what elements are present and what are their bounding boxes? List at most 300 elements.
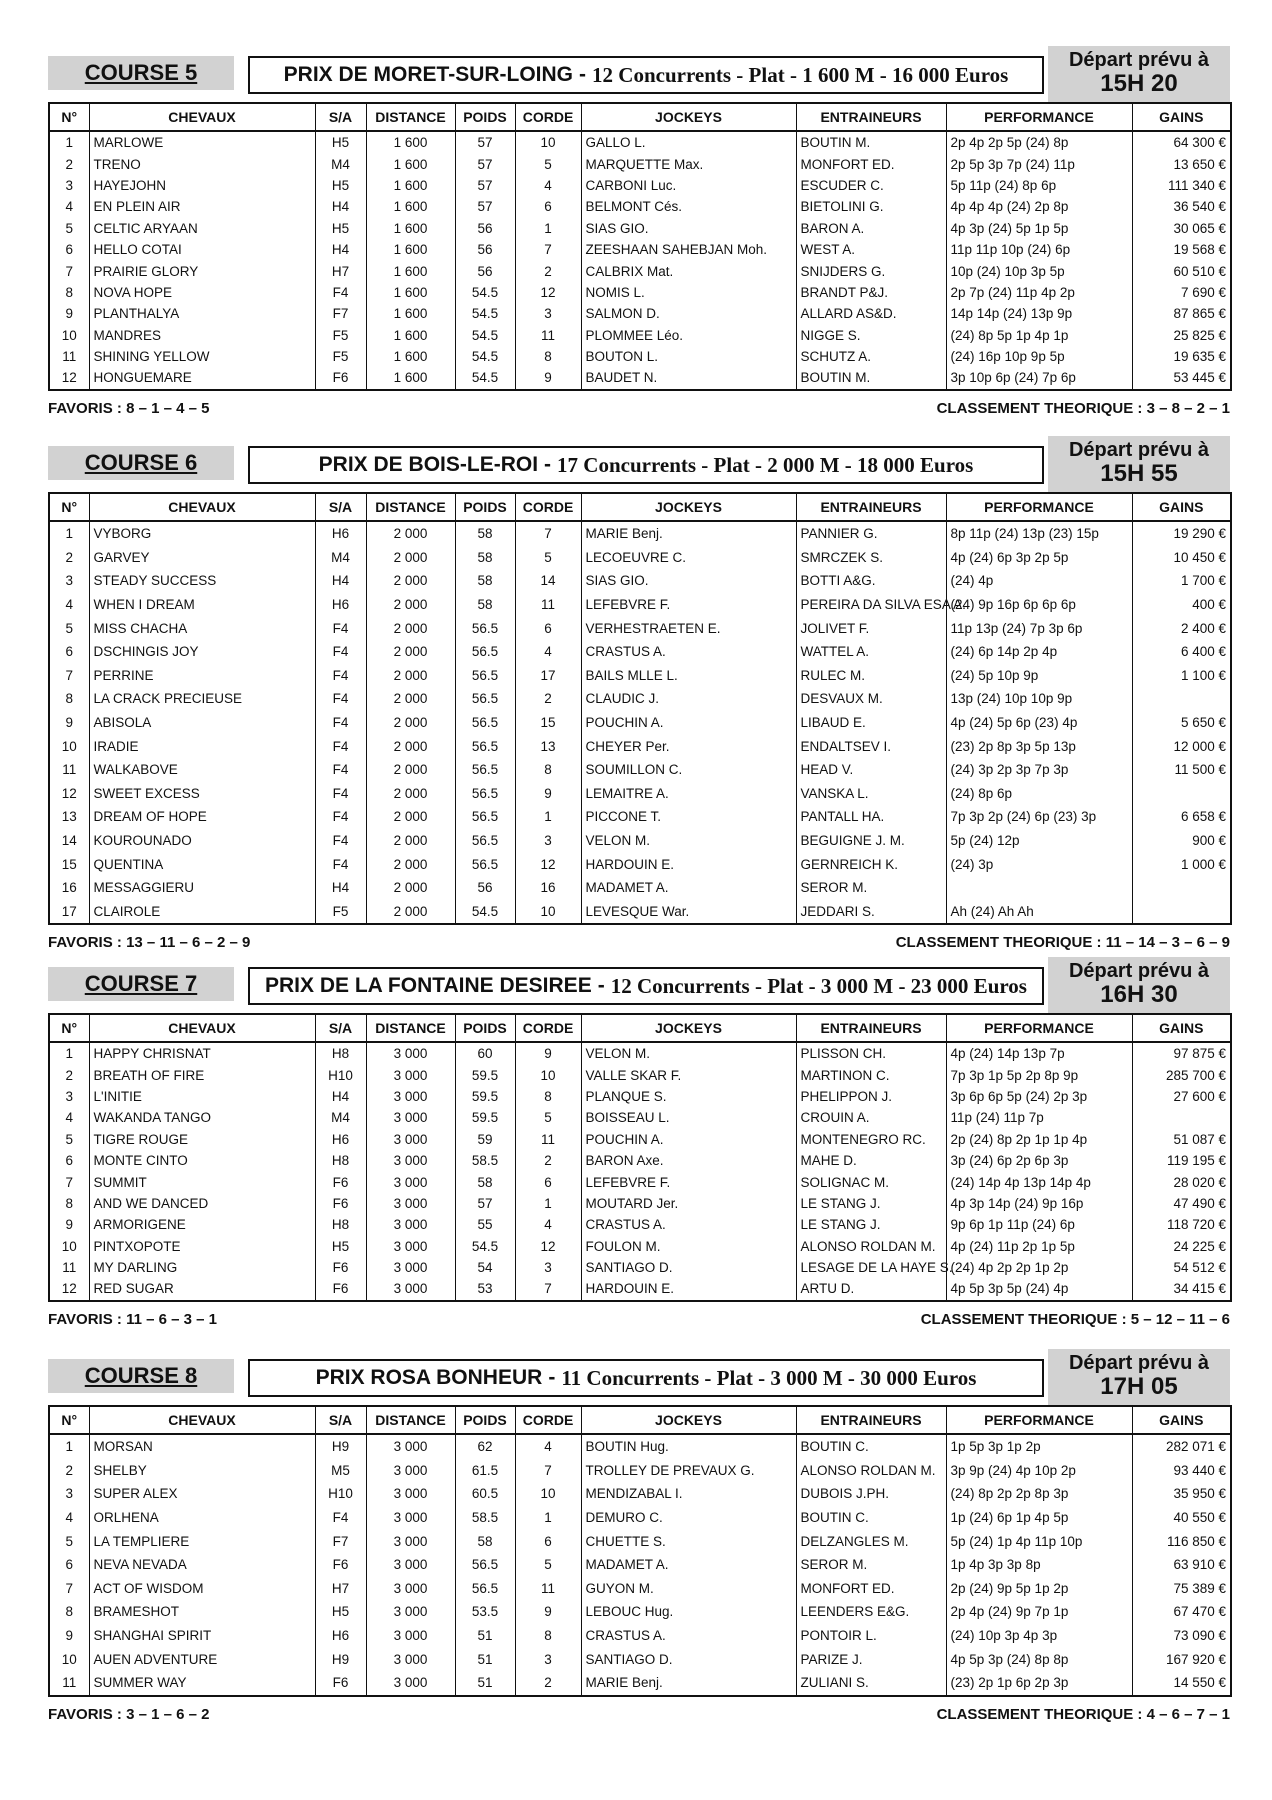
table-cell: 7 — [49, 664, 89, 688]
table-cell: SMRCZEK S. — [796, 546, 946, 570]
column-header: S/A — [315, 1406, 366, 1434]
table-cell: PLANTHALYA — [89, 303, 315, 324]
table-row — [49, 1553, 1231, 1577]
table-cell: 8 — [515, 1086, 581, 1107]
column-header: DISTANCE — [366, 103, 455, 131]
table-cell: 8 — [49, 687, 89, 711]
table-cell: 57 — [455, 196, 515, 217]
table-cell: ARMORIGENE — [89, 1214, 315, 1235]
table-cell: 2 — [515, 1671, 581, 1696]
table-cell: 10 — [49, 1236, 89, 1257]
table-cell: 3 — [49, 1086, 89, 1107]
table-cell: 51 — [455, 1624, 515, 1648]
table-cell: 58 — [455, 521, 515, 546]
favoris-label: FAVORIS : — [48, 399, 122, 417]
table-cell: F4 — [315, 282, 366, 303]
depart-label: Départ prévu à — [1068, 960, 1210, 982]
table-cell: 11 — [49, 1257, 89, 1278]
table-cell: 1 100 € — [1132, 664, 1231, 688]
depart-label: Départ prévu à — [1068, 49, 1210, 71]
table-cell: 54.5 — [455, 325, 515, 346]
table-row — [49, 569, 1231, 593]
table-cell: LEENDERS E&G. — [796, 1600, 946, 1624]
table-cell: 1 600 — [366, 175, 455, 196]
column-header: POIDS — [455, 103, 515, 131]
classement — [921, 1311, 1230, 1328]
table-cell: 4p 5p 3p 5p (24) 4p — [946, 1278, 1132, 1300]
table-cell — [1132, 1107, 1231, 1128]
table-cell: H4 — [315, 239, 366, 260]
table-cell: (24) 4p — [946, 569, 1132, 593]
table-cell: 10 — [49, 1647, 89, 1671]
table-cell: 116 850 € — [1132, 1529, 1231, 1553]
table-cell: PEREIRA DA SILVA ESA A. — [796, 593, 946, 617]
table-cell: M4 — [315, 546, 366, 570]
table-cell: F6 — [315, 1553, 366, 1577]
table-cell: FOULON M. — [581, 1236, 796, 1257]
table-cell: 3 000 — [366, 1214, 455, 1235]
table-cell: SCHUTZ A. — [796, 346, 946, 367]
table-cell: ABISOLA — [89, 711, 315, 735]
table-row — [49, 900, 1231, 925]
table-row — [49, 546, 1231, 570]
table-cell: 3 000 — [366, 1257, 455, 1278]
table-cell: 9 — [515, 782, 581, 806]
column-header: POIDS — [455, 1014, 515, 1042]
table-row — [49, 325, 1231, 346]
table-cell: 3 — [515, 303, 581, 324]
table-cell: 1 — [515, 1506, 581, 1530]
table-row — [49, 711, 1231, 735]
table-cell: SWEET EXCESS — [89, 782, 315, 806]
table-cell: 13 650 € — [1132, 153, 1231, 174]
table-cell: SUMMIT — [89, 1171, 315, 1192]
table-row — [49, 1129, 1231, 1150]
table-cell: 10 — [515, 1482, 581, 1506]
table-cell: CALBRIX Mat. — [581, 260, 796, 281]
table-cell: 54.5 — [455, 900, 515, 925]
favoris — [48, 934, 250, 951]
table-cell: H4 — [315, 569, 366, 593]
table-cell: 58 — [455, 1171, 515, 1192]
table-cell: 35 950 € — [1132, 1482, 1231, 1506]
table-cell: 51 087 € — [1132, 1129, 1231, 1150]
table-cell: H4 — [315, 876, 366, 900]
table-cell: 4 — [49, 1506, 89, 1530]
table-cell: 1 — [49, 1434, 89, 1459]
column-header: POIDS — [455, 1406, 515, 1434]
table-cell: 2 000 — [366, 593, 455, 617]
table-cell: WEST A. — [796, 239, 946, 260]
table-cell: 56 — [455, 239, 515, 260]
table-cell: WATTEL A. — [796, 640, 946, 664]
table-cell: CROUIN A. — [796, 1107, 946, 1128]
table-cell: (24) 9p 16p 6p 6p 6p — [946, 593, 1132, 617]
favoris-value: 13 – 11 – 6 – 2 – 9 — [126, 934, 251, 952]
course-label-box — [48, 446, 234, 480]
table-row — [49, 782, 1231, 806]
table-cell: MY DARLING — [89, 1257, 315, 1278]
table-cell: 3 000 — [366, 1129, 455, 1150]
table-cell: F4 — [315, 711, 366, 735]
table-cell: PANTALL HA. — [796, 805, 946, 829]
table-cell: BOISSEAU L. — [581, 1107, 796, 1128]
table-cell: CHUETTE S. — [581, 1529, 796, 1553]
table-cell: (24) 6p 14p 2p 4p — [946, 640, 1132, 664]
race-header — [48, 46, 1230, 102]
table-cell: 67 470 € — [1132, 1600, 1231, 1624]
table-row — [49, 852, 1231, 876]
table-cell: MARIE Benj. — [581, 521, 796, 546]
table-cell: 2p (24) 8p 2p 1p 1p 4p — [946, 1129, 1132, 1150]
table-cell: H5 — [315, 218, 366, 239]
table-cell: 10 — [49, 734, 89, 758]
table-cell: 9 — [515, 1042, 581, 1064]
table-row — [49, 1042, 1231, 1064]
race-title-box — [248, 446, 1044, 484]
table-cell: 54.5 — [455, 367, 515, 389]
table-cell: ALLARD AS&D. — [796, 303, 946, 324]
table-cell: 8 — [49, 282, 89, 303]
table-cell: 7p 3p 1p 5p 2p 8p 9p — [946, 1064, 1132, 1085]
favoris-label: FAVORIS : — [48, 934, 122, 952]
table-cell: 57 — [455, 153, 515, 174]
column-header: N° — [49, 1014, 89, 1042]
depart-time: 16H 30 — [1100, 981, 1178, 1008]
table-cell: 1 000 € — [1132, 852, 1231, 876]
table-cell: 28 020 € — [1132, 1171, 1231, 1192]
table-cell: VALLE SKAR F. — [581, 1064, 796, 1085]
table-row — [49, 1577, 1231, 1601]
table-cell: 11 500 € — [1132, 758, 1231, 782]
table-cell: 2 000 — [366, 569, 455, 593]
table-cell: 4 — [49, 593, 89, 617]
table-cell: 3 000 — [366, 1671, 455, 1696]
table-cell: 55 — [455, 1214, 515, 1235]
table-cell: 17 — [515, 664, 581, 688]
table-cell: HELLO COTAI — [89, 239, 315, 260]
table-cell: VELON M. — [581, 829, 796, 853]
table-cell: TROLLEY DE PREVAUX G. — [581, 1459, 796, 1483]
table-cell: F5 — [315, 900, 366, 925]
table-cell: 5 — [515, 1553, 581, 1577]
table-cell: 8 — [49, 1600, 89, 1624]
table-cell: 4p (24) 5p 6p (23) 4p — [946, 711, 1132, 735]
table-cell: 53 445 € — [1132, 367, 1231, 389]
table-cell: (24) 8p 6p — [946, 782, 1132, 806]
table-cell: 2 000 — [366, 758, 455, 782]
table-cell: 4p 4p 4p (24) 2p 8p — [946, 196, 1132, 217]
table-cell: 6 — [515, 616, 581, 640]
table-cell: 56.5 — [455, 664, 515, 688]
column-header: GAINS — [1132, 103, 1231, 131]
table-cell: (24) 16p 10p 9p 5p — [946, 346, 1132, 367]
table-cell: PLISSON CH. — [796, 1042, 946, 1064]
table-cell: SANTIAGO D. — [581, 1257, 796, 1278]
table-cell: VERHESTRAETEN E. — [581, 616, 796, 640]
table-cell: 56.5 — [455, 805, 515, 829]
table-cell: 3 000 — [366, 1107, 455, 1128]
table-row — [49, 153, 1231, 174]
table-row — [49, 346, 1231, 367]
table-cell: F6 — [315, 1671, 366, 1696]
table-cell: MAHE D. — [796, 1150, 946, 1171]
column-header: S/A — [315, 493, 366, 521]
depart-time: 17H 05 — [1100, 1373, 1178, 1400]
table-cell: ZULIANI S. — [796, 1671, 946, 1696]
depart-box — [1048, 436, 1230, 492]
favoris — [48, 1706, 209, 1723]
table-cell: 19 568 € — [1132, 239, 1231, 260]
table-cell: SEROR M. — [796, 876, 946, 900]
table-cell: 56.5 — [455, 1553, 515, 1577]
table-cell: 1p 4p 3p 3p 8p — [946, 1553, 1132, 1577]
column-header: JOCKEYS — [581, 103, 796, 131]
table-cell: 4 — [515, 1214, 581, 1235]
table-row — [49, 1236, 1231, 1257]
runners-table — [48, 102, 1232, 391]
table-cell: F4 — [315, 640, 366, 664]
table-cell: 2 000 — [366, 876, 455, 900]
table-row — [49, 1278, 1231, 1300]
table-cell: 56.5 — [455, 1577, 515, 1601]
classement-label: CLASSEMENT THEORIQUE : — [895, 934, 1102, 952]
table-cell: 5p (24) 12p — [946, 829, 1132, 853]
classement-value: 11 – 14 – 3 – 6 – 9 — [1105, 934, 1230, 952]
depart-label: Départ prévu à — [1068, 439, 1210, 461]
table-cell: CRASTUS A. — [581, 640, 796, 664]
table-cell: 4p 3p 14p (24) 9p 16p — [946, 1193, 1132, 1214]
table-cell: 1 — [49, 521, 89, 546]
table-cell: ACT OF WISDOM — [89, 1577, 315, 1601]
race-title-box — [248, 1359, 1044, 1397]
table-cell: CARBONI Luc. — [581, 175, 796, 196]
table-cell: AND WE DANCED — [89, 1193, 315, 1214]
column-header: PERFORMANCE — [946, 103, 1132, 131]
table-row — [49, 1086, 1231, 1107]
table-cell: SHANGHAI SPIRIT — [89, 1624, 315, 1648]
table-cell: LEMAITRE A. — [581, 782, 796, 806]
table-cell: ENDALTSEV I. — [796, 734, 946, 758]
table-cell: F7 — [315, 303, 366, 324]
table-cell: VELON M. — [581, 1042, 796, 1064]
table-cell: 4p (24) 6p 3p 2p 5p — [946, 546, 1132, 570]
table-cell: (23) 2p 8p 3p 5p 13p — [946, 734, 1132, 758]
table-row — [49, 175, 1231, 196]
table-cell: 59.5 — [455, 1064, 515, 1085]
depart-time: 15H 55 — [1100, 460, 1178, 487]
table-cell: 7p 3p 2p (24) 6p (23) 3p — [946, 805, 1132, 829]
table-cell: F6 — [315, 1171, 366, 1192]
table-cell: MADAMET A. — [581, 1553, 796, 1577]
table-cell: F4 — [315, 852, 366, 876]
table-row — [49, 734, 1231, 758]
table-cell: BOUTIN C. — [796, 1434, 946, 1459]
course-label-box — [48, 967, 234, 1001]
race-block — [48, 1349, 1230, 1723]
title-separator: - — [597, 974, 605, 997]
table-cell: 3 000 — [366, 1236, 455, 1257]
table-row — [49, 1107, 1231, 1128]
table-cell: 111 340 € — [1132, 175, 1231, 196]
table-cell: MONFORT ED. — [796, 1577, 946, 1601]
table-cell: 3 000 — [366, 1042, 455, 1064]
table-cell: 17 — [49, 900, 89, 925]
table-cell: BOUTON L. — [581, 346, 796, 367]
table-cell: 11p 13p (24) 7p 3p 6p — [946, 616, 1132, 640]
column-header: ENTRAINEURS — [796, 1014, 946, 1042]
table-cell: 1 600 — [366, 260, 455, 281]
table-cell: PHELIPPON J. — [796, 1086, 946, 1107]
table-cell: F4 — [315, 782, 366, 806]
table-cell: 3p (24) 6p 2p 6p 3p — [946, 1150, 1132, 1171]
table-cell: 2p 4p 2p 5p (24) 8p — [946, 131, 1132, 153]
column-header: CHEVAUX — [89, 1406, 315, 1434]
table-cell: 30 065 € — [1132, 218, 1231, 239]
table-row — [49, 1600, 1231, 1624]
column-header: CORDE — [515, 493, 581, 521]
table-cell: 58.5 — [455, 1150, 515, 1171]
table-cell: BAUDET N. — [581, 367, 796, 389]
table-cell: 56.5 — [455, 852, 515, 876]
prize-name: PRIX ROSA BONHEUR — [315, 1366, 543, 1389]
table-cell: 11p 11p 10p (24) 6p — [946, 239, 1132, 260]
table-cell: 4 — [49, 1107, 89, 1128]
race-details: 12 Concurrents - Plat - 3 000 M - 23 000 Euros — [610, 973, 1027, 998]
table-cell: F4 — [315, 687, 366, 711]
table-cell: 7 — [49, 1577, 89, 1601]
table-cell: H5 — [315, 1600, 366, 1624]
course-label: COURSE 8 — [84, 1363, 198, 1388]
column-header: JOCKEYS — [581, 493, 796, 521]
column-header: GAINS — [1132, 1014, 1231, 1042]
table-cell: 60 — [455, 1042, 515, 1064]
table-cell: 40 550 € — [1132, 1506, 1231, 1530]
table-cell: MANDRES — [89, 325, 315, 346]
classement-value: 4 – 6 – 7 – 1 — [1146, 1705, 1230, 1723]
table-cell: 8 — [515, 346, 581, 367]
table-cell: H6 — [315, 1129, 366, 1150]
table-cell: VYBORG — [89, 521, 315, 546]
table-cell: 3 000 — [366, 1624, 455, 1648]
race-title-box — [248, 967, 1044, 1005]
favoris-label: FAVORIS : — [48, 1705, 122, 1723]
table-cell: SUMMER WAY — [89, 1671, 315, 1696]
table-cell: 2 000 — [366, 782, 455, 806]
table-cell: 119 195 € — [1132, 1150, 1231, 1171]
table-cell: 1p (24) 6p 1p 4p 5p — [946, 1506, 1132, 1530]
classement — [937, 400, 1230, 417]
table-cell: Ah (24) Ah Ah — [946, 900, 1132, 925]
table-cell: 118 720 € — [1132, 1214, 1231, 1235]
table-cell: 5 — [515, 546, 581, 570]
race-footer — [48, 1706, 1230, 1723]
table-cell: 8 — [515, 758, 581, 782]
table-cell: BIETOLINI G. — [796, 196, 946, 217]
table-cell: PICCONE T. — [581, 805, 796, 829]
table-cell: (24) 3p — [946, 852, 1132, 876]
column-header: DISTANCE — [366, 493, 455, 521]
table-cell: 51 — [455, 1647, 515, 1671]
table-cell: F4 — [315, 805, 366, 829]
table-cell: 5p (24) 1p 4p 11p 10p — [946, 1529, 1132, 1553]
table-cell: 6 400 € — [1132, 640, 1231, 664]
table-cell: 56.5 — [455, 782, 515, 806]
table-header-row — [49, 1014, 1231, 1042]
table-row — [49, 758, 1231, 782]
table-cell: POUCHIN A. — [581, 1129, 796, 1150]
classement — [896, 934, 1230, 951]
table-cell: 10 — [49, 325, 89, 346]
table-cell: LA CRACK PRECIEUSE — [89, 687, 315, 711]
table-cell: 11 — [515, 593, 581, 617]
table-cell: 13 — [515, 734, 581, 758]
column-header: ENTRAINEURS — [796, 493, 946, 521]
table-row — [49, 303, 1231, 324]
race-footer — [48, 400, 1230, 417]
table-cell: 64 300 € — [1132, 131, 1231, 153]
table-cell: H8 — [315, 1042, 366, 1064]
table-cell: 2 — [49, 546, 89, 570]
table-cell: 27 600 € — [1132, 1086, 1231, 1107]
table-cell: 3 000 — [366, 1459, 455, 1483]
table-cell: H6 — [315, 521, 366, 546]
table-cell: 47 490 € — [1132, 1193, 1231, 1214]
table-row — [49, 239, 1231, 260]
table-cell: 5 — [49, 616, 89, 640]
table-cell: 3 000 — [366, 1647, 455, 1671]
table-cell: SUPER ALEX — [89, 1482, 315, 1506]
table-cell: 8 — [49, 1193, 89, 1214]
table-row — [49, 829, 1231, 853]
table-cell: 54 — [455, 1257, 515, 1278]
table-cell: CLAIROLE — [89, 900, 315, 925]
column-header: CHEVAUX — [89, 493, 315, 521]
table-cell: ARTU D. — [796, 1278, 946, 1300]
table-cell: 1 600 — [366, 218, 455, 239]
table-cell: (24) 8p 5p 1p 4p 1p — [946, 325, 1132, 346]
prize-name: PRIX DE MORET-SUR-LOING — [283, 63, 574, 86]
table-cell: 57 — [455, 175, 515, 196]
table-cell: 15 — [49, 852, 89, 876]
depart-box — [1048, 46, 1230, 102]
table-cell: 62 — [455, 1434, 515, 1459]
column-header: CORDE — [515, 103, 581, 131]
table-row — [49, 1506, 1231, 1530]
table-row — [49, 1482, 1231, 1506]
race-footer — [48, 934, 1230, 951]
race-details: 17 Concurrents - Plat - 2 000 M - 18 000 Euros — [557, 452, 974, 477]
table-cell: 1 — [49, 1042, 89, 1064]
table-cell: 97 875 € — [1132, 1042, 1231, 1064]
table-cell: 58 — [455, 546, 515, 570]
classement-label: CLASSEMENT THEORIQUE : — [936, 399, 1143, 417]
race-block — [48, 46, 1230, 417]
table-cell: F5 — [315, 325, 366, 346]
table-cell: 1 600 — [366, 303, 455, 324]
table-cell — [1132, 876, 1231, 900]
table-row — [49, 521, 1231, 546]
table-cell: (24) 14p 4p 13p 14p 4p — [946, 1171, 1132, 1192]
table-cell: 58.5 — [455, 1506, 515, 1530]
table-cell: 2 000 — [366, 687, 455, 711]
table-cell: HONGUEMARE — [89, 367, 315, 389]
table-cell: 6 — [49, 1150, 89, 1171]
table-cell: 3 — [49, 175, 89, 196]
table-cell: 2 000 — [366, 616, 455, 640]
course-label: COURSE 5 — [84, 60, 198, 85]
table-cell: 8 — [515, 1624, 581, 1648]
